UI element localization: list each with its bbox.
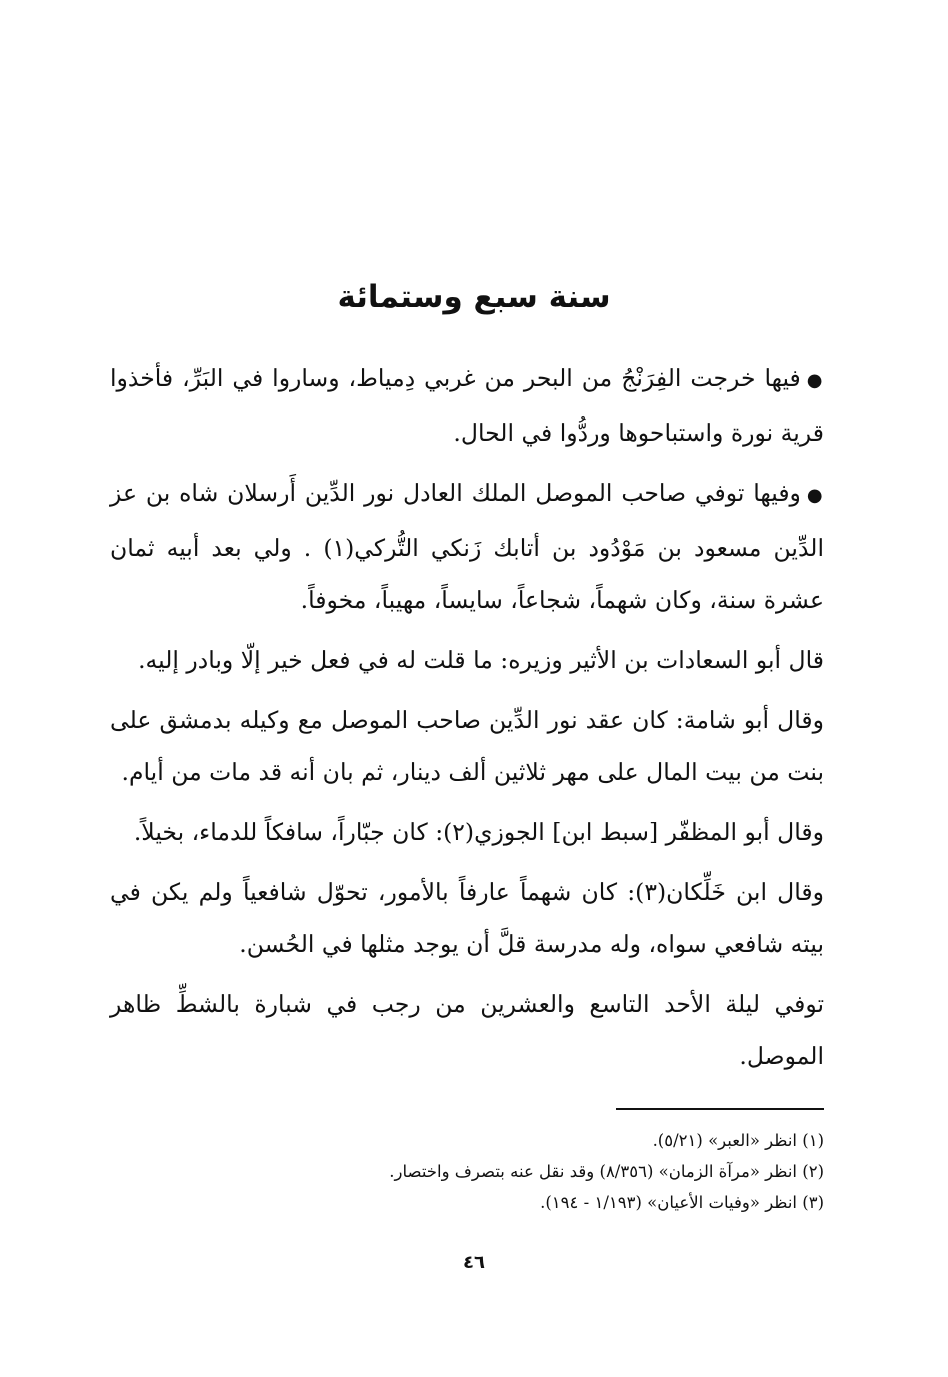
paragraph-1-text: فيها خرجت الفِرَنْجُ من البحر من غربي دِمياط، وساروا في البَرِّ، فأخذوا قرية نورة واستباحوها وردُّوا في الحال. bbox=[110, 364, 824, 447]
paragraph-2 bbox=[110, 467, 824, 626]
main-text bbox=[110, 352, 824, 1090]
page-number: ٤٦ bbox=[463, 1252, 485, 1273]
footnote-divider bbox=[616, 1108, 824, 1110]
paragraph-5: وقال أبو المظفّر [سبط ابن] الجوزي(٢): كان جبّاراً، سافكاً للدماء، بخيلاً. bbox=[133, 818, 824, 846]
footnote-1: (١) انظر «العبر» (٥/٢١). bbox=[652, 1131, 824, 1150]
footnote-3: (٣) انظر «وفيات الأعيان» (١/١٩٣ - ١٩٤). bbox=[540, 1193, 824, 1212]
footnotes bbox=[110, 1125, 824, 1218]
footnote-2: (٢) انظر «مرآة الزمان» (٨/٣٥٦) وقد نقل عنه بتصرف واختصار. bbox=[389, 1162, 824, 1181]
bullet-icon: ● bbox=[806, 370, 824, 391]
paragraph-1 bbox=[110, 352, 824, 459]
bullet-icon: ● bbox=[806, 485, 824, 506]
paragraph-7: توفي ليلة الأحد التاسع والعشرين من رجب في شبارة بالشطِّ ظاهر الموصل. bbox=[110, 990, 824, 1070]
paragraph-2-text: وفيها توفي صاحب الموصل الملك العادل نور الدِّين أَرسلان شاه بن عز الدِّين مسعود بن مَوْدُود بن أتابك زَنكي التُّركي(١) . ولي بعد أبيه ثمان عشرة سنة، وكان شهماً، شجاعاً، سايساً، مهيباً، مخوفاً. bbox=[110, 479, 824, 614]
paragraph-3: قال أبو السعادات بن الأثير وزيره: ما قلت له في فعل خير إلّا وبادر إليه. bbox=[138, 646, 824, 674]
paragraph-6: وقال ابن خَلِّكان(٣): كان شهماً عارفاً بالأمور، تحوّل شافعياً ولم يكن في بيته شافعي سواه، وله مدرسة قلَّ أن يوجد مثلها في الحُسن. bbox=[110, 878, 824, 958]
chapter-title: سنة سبع وستمائة bbox=[337, 279, 611, 315]
paragraph-4: وقال أبو شامة: كان عقد نور الدِّين صاحب الموصل مع وكيله بدمشق على بنت من بيت المال على مهر ثلاثين ألف دينار، ثم بان أنه قد مات من أيام. bbox=[110, 706, 824, 786]
